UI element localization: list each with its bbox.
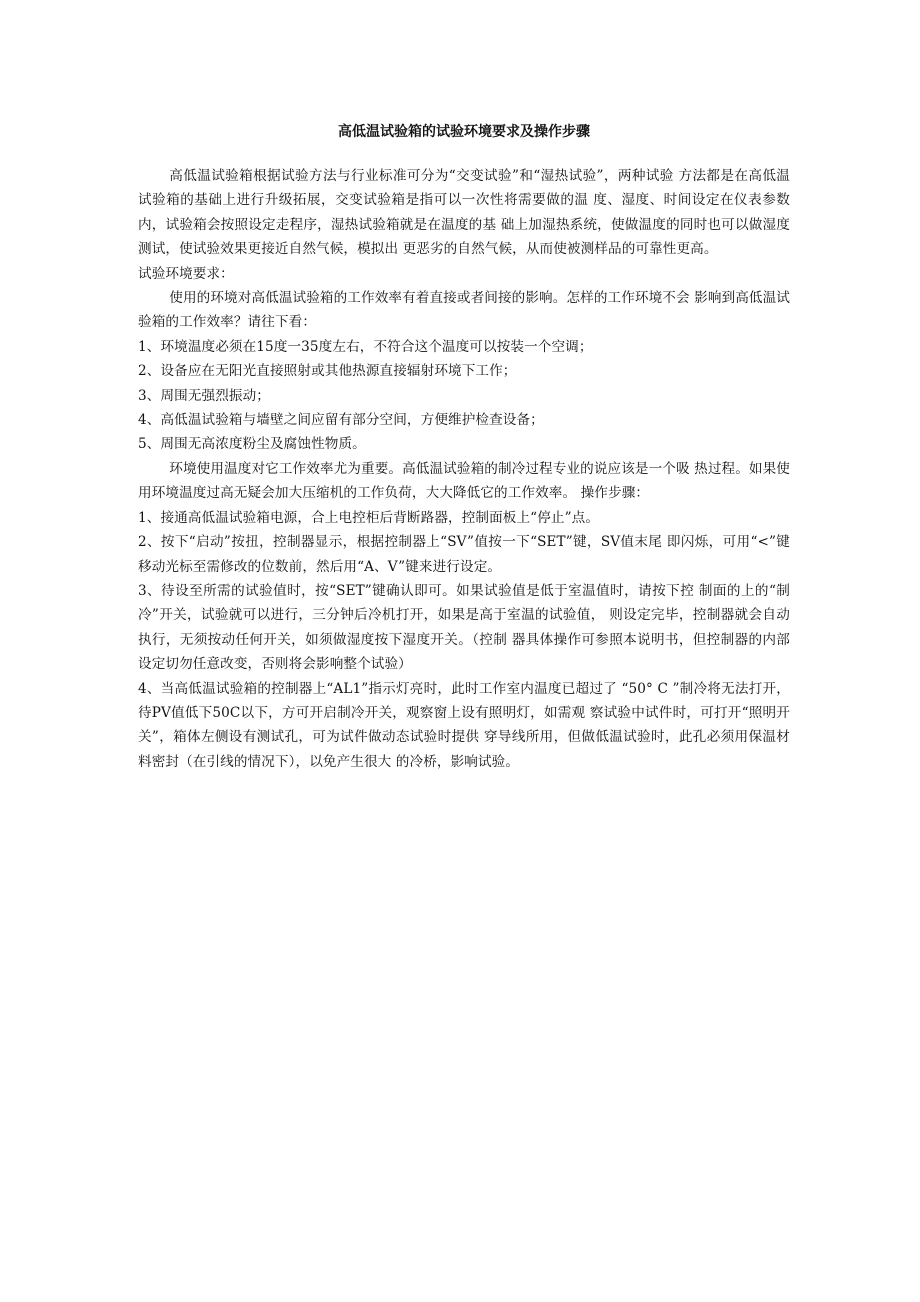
env-heading: 试验环境要求： [138,265,234,282]
intro-paragraph: 高低温试验箱根据试验方法与行业标准可分为“交变试验”和“湿热试验”，两种试验 方法都是在高低温试验箱的基础上进行升级拓展，交变试验箱是指可以一次性将需要做的温 度、湿度、时间设定在仪表参数内，试验箱会按照设定走程序，湿热试验箱就是在温度的基 础上加湿热系统，使做温度的同时也可以做湿度测试，使试验效果更接近自然气候，模拟出 更恶劣的自然气候，从而使被测样品的可靠性更高。 [138,168,790,258]
document-title: 高低温试验箱的试验环境要求及操作步骤 [338,124,590,140]
step-2: 2、按下“启动”按扭，控制器显示，根据控制器上“SV”值按一下“SET”键，SV值末尾 即闪烁，可用“<”键移动光标至需修改的位数前，然后用“A、V”键来进行设定。 [138,534,790,575]
document-body [138,122,790,774]
env-item-2: 2、设备应在无阳光直接照射或其他热源直接辐射环境下工作； [138,363,517,380]
env-item-3: 3、周围无强烈振动； [138,387,270,404]
env-item-5: 5、周围无高浓度粉尘及腐蚀性物质。 [138,436,366,453]
env-note-paragraph: 环境使用温度对它工作效率尤为重要。高低温试验箱的制冷过程专业的说应该是一个吸 热过程。如果使用环境温度过高无疑会加大压缩机的工作负荷，大大降低它的工作效率。 操作步骤： [138,460,790,502]
env-item-4: 4、高低温试验箱与墙壁之间应留有部分空间，方便维护检查设备； [138,412,544,429]
step-3: 3、待设至所需的试验值时，按“SET”键确认即可。如果试验值是低于室温值时，请按下控 制面的上的“制冷”开关，试验就可以进行，三分钟后冷机打开，如果是高于室温的试验值， 则设定完毕，控制器就会自动执行，无须按动任何开关，如须做湿度按下湿度开关。（控制 器具体操作可参照本说明书，但控制器的内部设定切勿任意改变，否则将会影响整个试验） [138,582,790,673]
env-item-1: 1、环境温度必须在15度一35度左右，不符合这个温度可以按装一个空调； [138,338,593,355]
env-intro-paragraph: 使用的环境对高低温试验箱的工作效率有着直接或者间接的影响。怎样的工作环境不会 影响到高低温试验箱的工作效率？请往下看： [138,290,790,331]
step-4: 4、当高低温试验箱的控制器上“AL1”指示灯亮时，此时工作室内温度已超过了 “50° C ”制冷将无法打开，待PV值低下50C以下，方可开启制冷开关，观察窗上设有照明灯，如需观 察试验中试件时，可打开“照明开关”，箱体左侧设有测试孔，可为试件做动态试验时提供 穿导线所用，但做低温试验时，此孔必须用保温材料密封（在引线的情况下），以免产生很大 的冷桥，影响试验。 [138,680,790,770]
step-1: 1、接通高低温试验箱电源，合上电控柜后背断路器，控制面板上“停止”点。 [138,509,600,526]
